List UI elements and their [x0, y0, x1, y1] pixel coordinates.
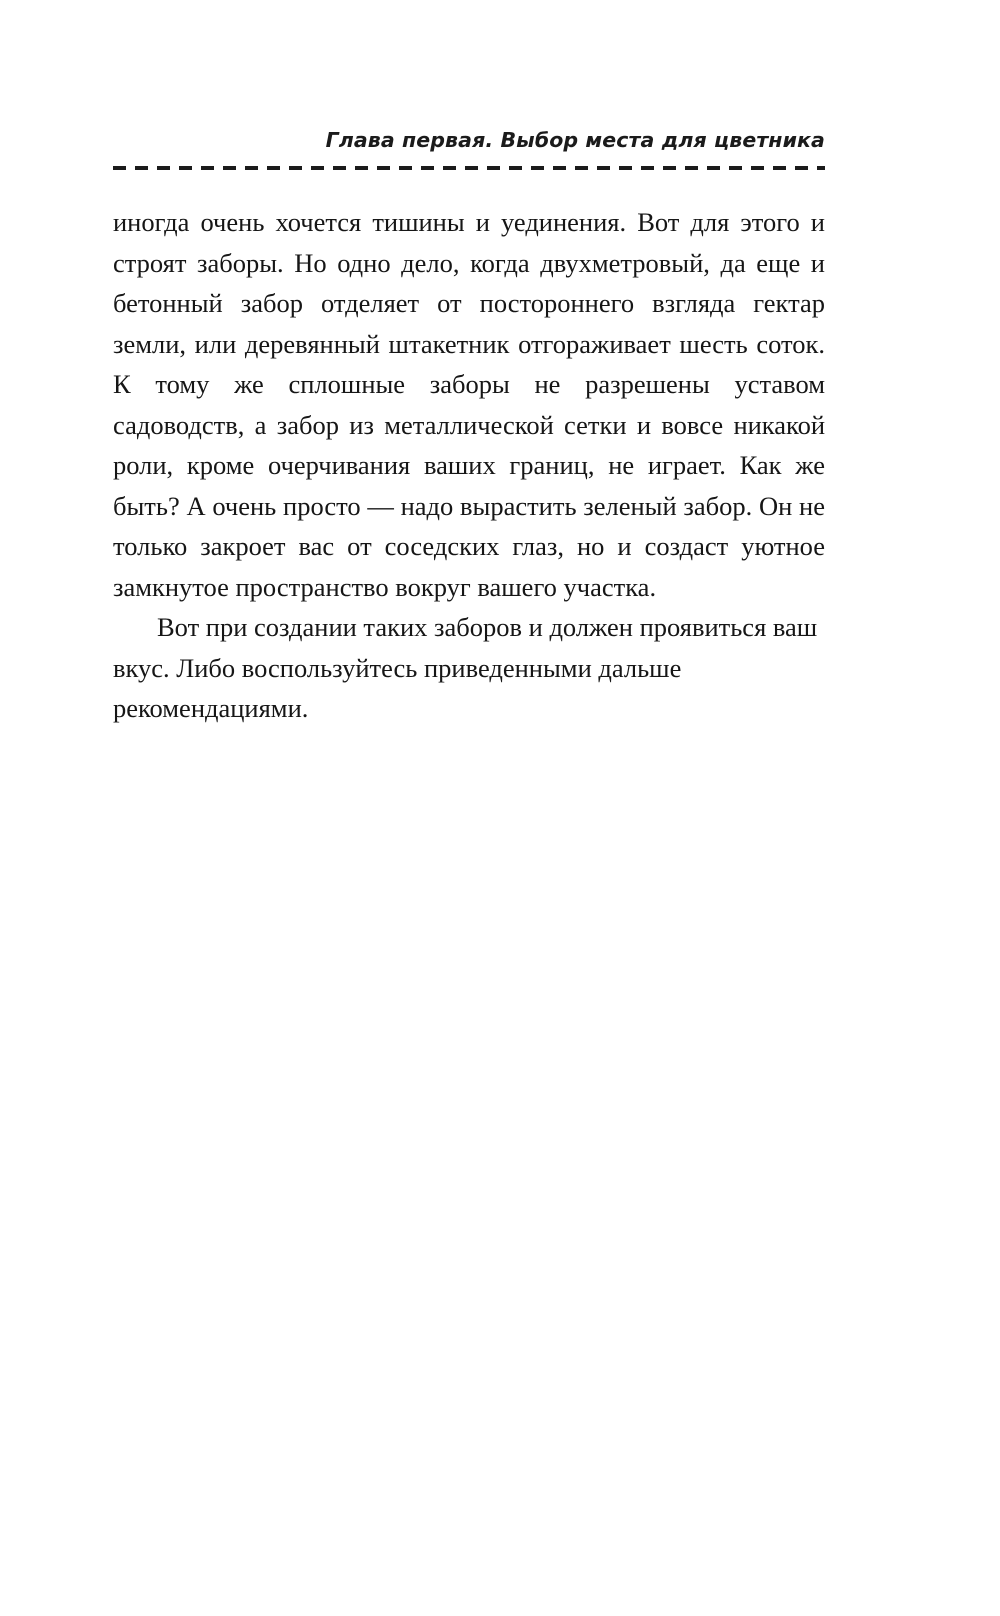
paragraph-taste: Вот при создании таких заборов и должен проявиться ваш вкус. Либо воспользуйтесь приведенными дальше рекомендациями.	[113, 612, 818, 723]
page-content	[113, 128, 825, 729]
dashed-rule-divider	[113, 166, 825, 170]
running-head: Глава первая. Выбор места для цветника	[325, 128, 825, 152]
body-text	[113, 202, 825, 729]
paragraph-continued: иногда очень хочется тишины и уединения. Вот для этого и строят заборы. Но одно дело, когда двухметровый, да еще и бетонный забор отделяет от постороннего взгляда гектар земли, или деревянный штакетник отгораживает шесть соток. К тому же сплошные заборы не разрешены уставом садоводств, а забор из металлической сетки и вовсе никакой роли, кроме очерчивания ваших границ, не играет. Как же быть? А очень просто — надо вырастить зеленый забор. Он не только закроет вас от соседских глаз, но и создаст уютное замкнутое пространство вокруг вашего участка.	[113, 207, 825, 602]
